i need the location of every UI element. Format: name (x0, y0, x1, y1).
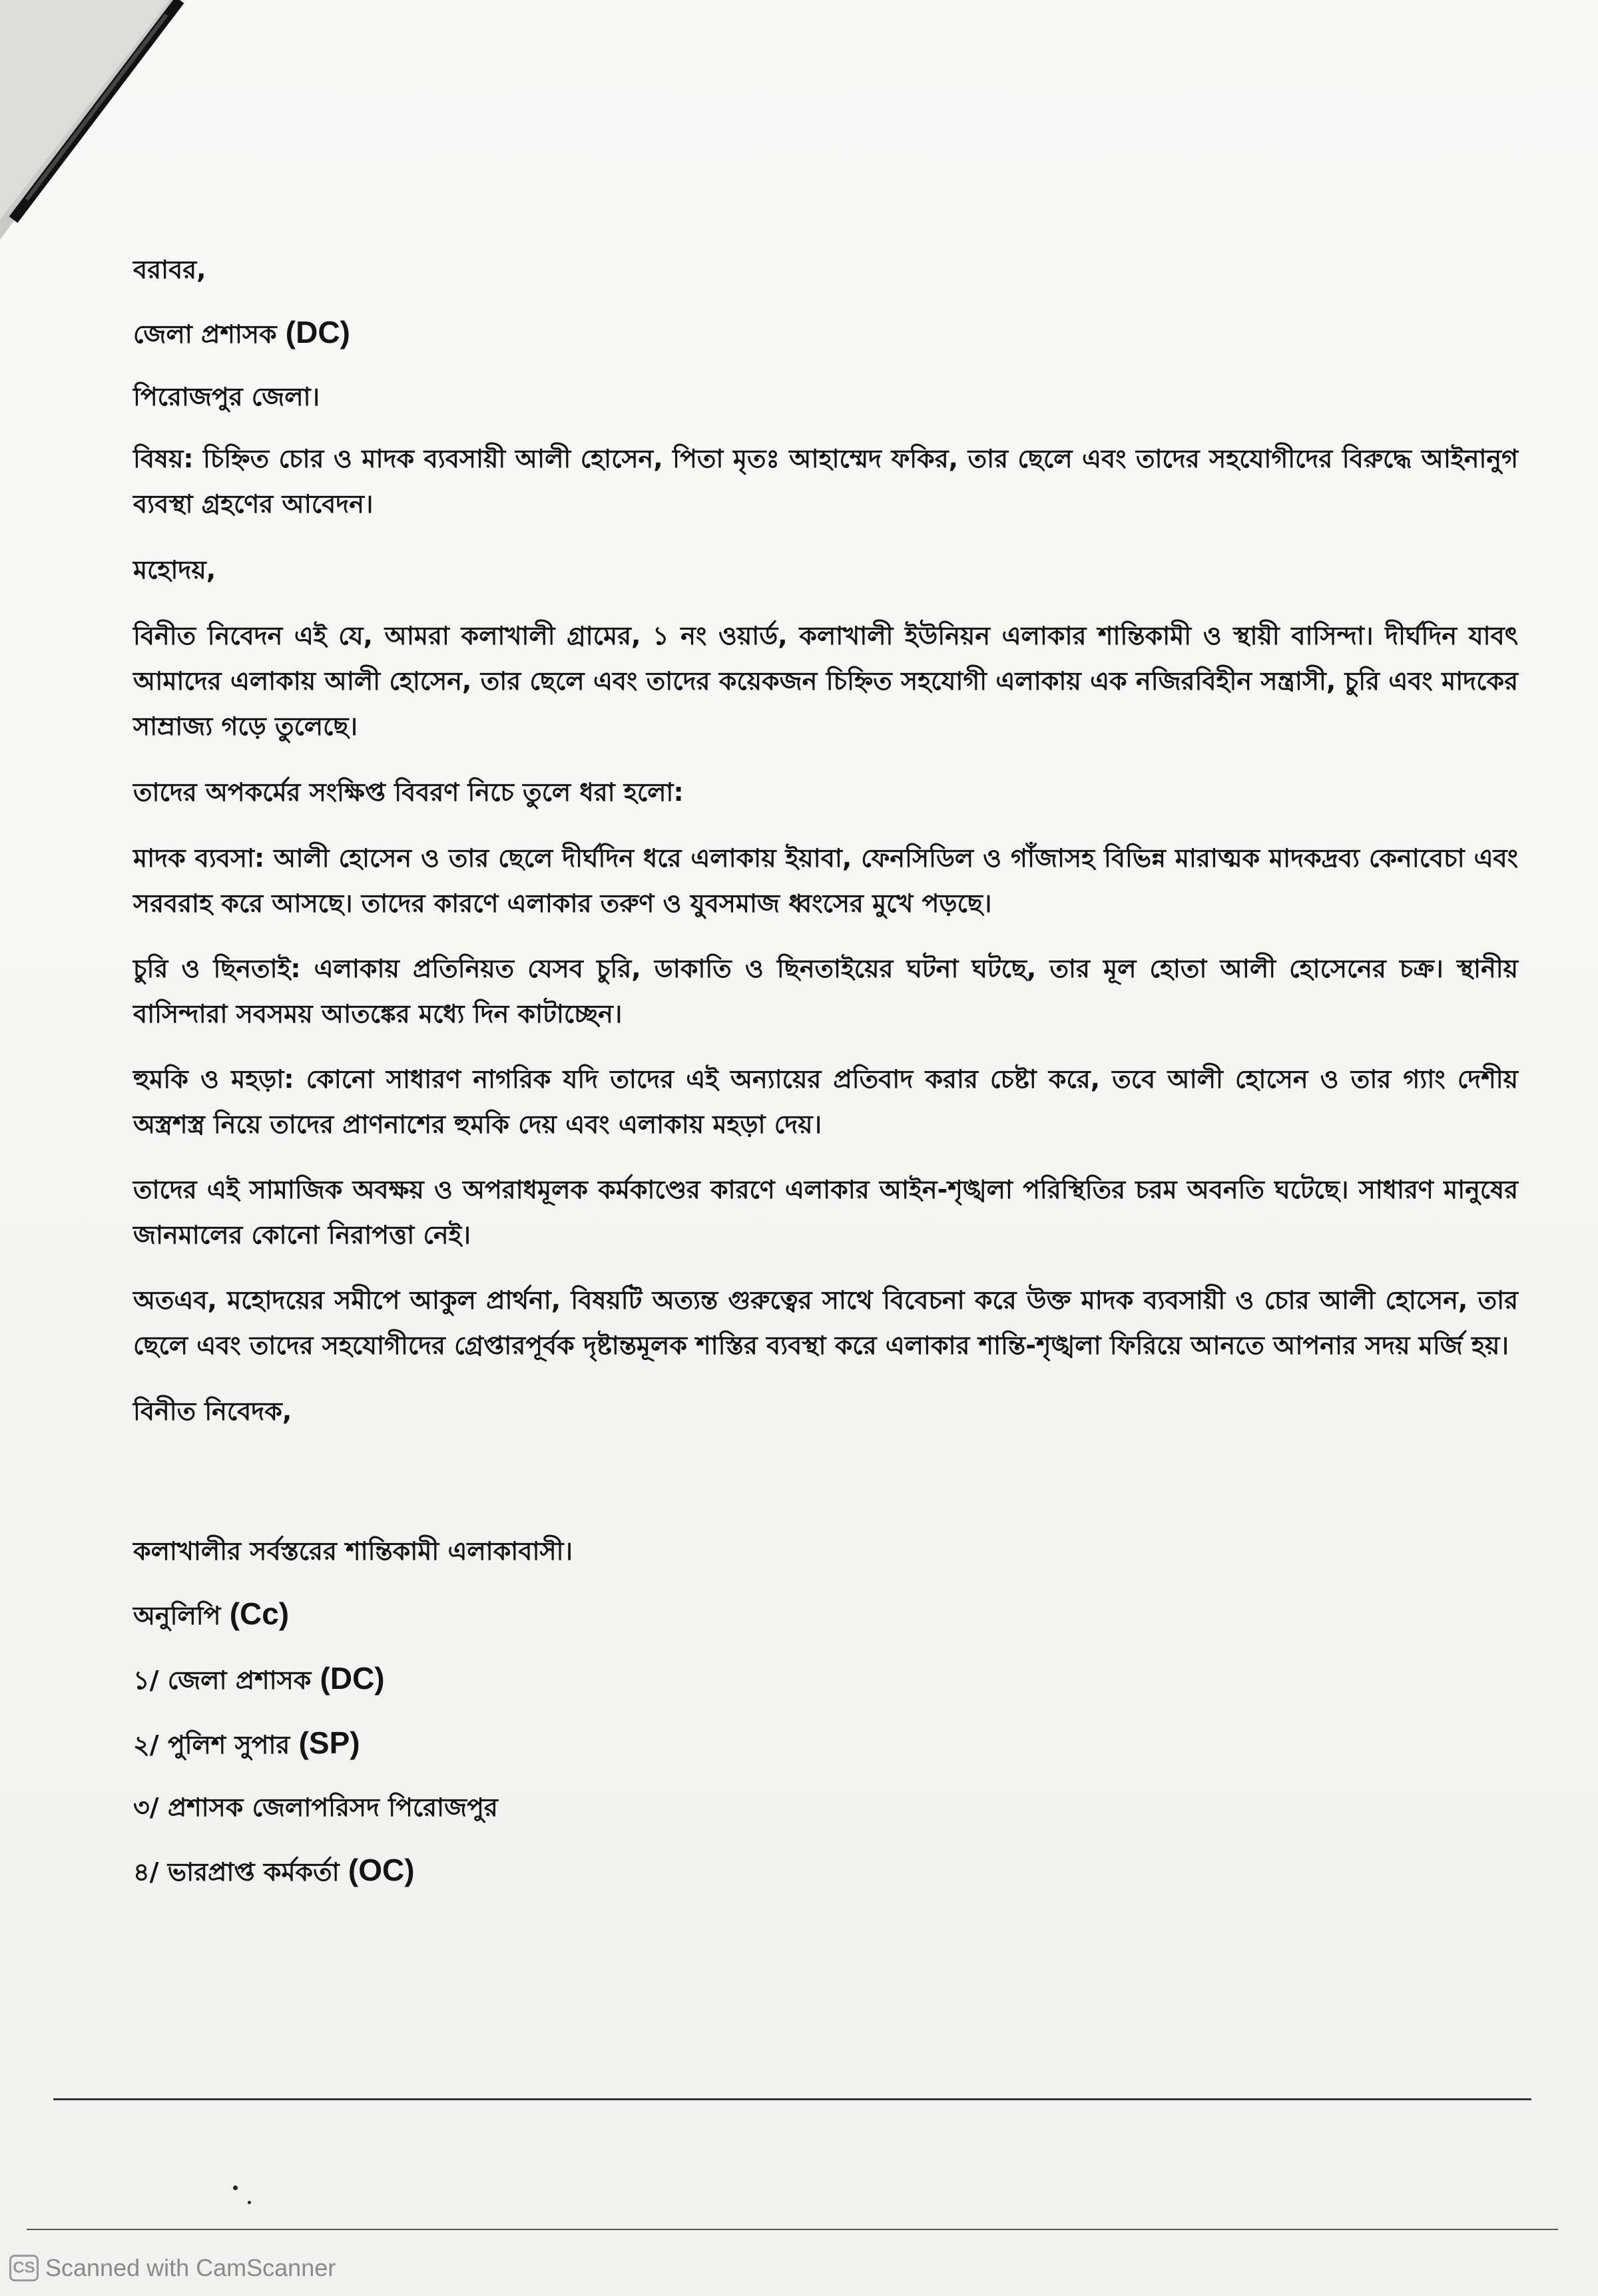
recipient-line (133, 309, 1518, 357)
folded-corner (0, 0, 280, 280)
cc-item-text: ১/ জেলা প্রশাসক (133, 1666, 312, 1695)
closing: বিনীত নিবেদক, (133, 1397, 292, 1426)
cc-item-text: ২/ পুলিশ সুপার (133, 1730, 290, 1759)
cc-abbr: (Cc) (229, 1596, 290, 1631)
threats-paragraph: হুমকি ও মহড়া: কোনো সাধারণ নাগরিক যদি তাদের এই অন্যায়ের প্রতিবাদ করার চেষ্টা করে, তবে আলী হোসেন ও তার গ্যাং দেশীয় অস্ত্রশস্ত্র নিয়ে তাদের প্রাণনাশের হুমকি দেয় এবং এলাকায় মহড়া দেয়। (133, 1064, 1518, 1139)
scan-speck (233, 2185, 238, 2190)
cc-item (133, 1847, 1518, 1895)
cc-heading (133, 1590, 1518, 1639)
camscanner-watermark (9, 2251, 336, 2285)
page-edge-line (27, 2229, 1558, 2230)
cc-item-abbr: (DC) (320, 1661, 385, 1696)
greeting: মহোদয়, (133, 555, 216, 584)
cc-item (133, 1655, 1518, 1704)
cc-label: অনুলিপি (133, 1601, 221, 1630)
recipient: জেলা প্রশাসক (133, 320, 277, 349)
summary-intro: তাদের অপকর্মের সংক্ষিপ্ত বিবরণ নিচে তুলে ধরা হলো: (133, 778, 684, 807)
salutation-to: বরাবর, (133, 255, 206, 284)
cc-item-abbr: (SP) (298, 1725, 360, 1760)
cc-item (133, 1784, 1518, 1831)
camscanner-text: Scanned with CamScanner (45, 2254, 336, 2281)
cc-item-abbr: (OC) (348, 1853, 415, 1887)
recipient-abbr: (DC) (285, 315, 350, 349)
scan-speck (248, 2201, 251, 2204)
intro-paragraph: বিনীত নিবেদন এই যে, আমরা কলাখালী গ্রামের, ১ নং ওয়ার্ড, কলাখালী ইউনিয়ন এলাকার শান্তিকামী ও স্থায়ী বাসিন্দা। দীর্ঘদিন যাবৎ আমাদের এলাকায় আলী হোসেন, তার ছেলে এবং তাদের কয়েকজন চিহ্নিত সহযোগী এলাকায় এক নজিরবিহীন সন্ত্রাসী, চুরি এবং মাদকের সাম্রাজ্য গড়ে তুলেছে। (133, 621, 1518, 741)
subject: বিষয়: চিহ্নিত চোর ও মাদক ব্যবসায়ী আলী হোসেন, পিতা মৃতঃ আহাম্মেদ ফকির, তার ছেলে এবং তাদের সহযোগীদের বিরুদ্ধে আইনানুগ ব্যবস্থা গ্রহণের আবেদন। (133, 444, 1518, 519)
signatories: কলাখালীর সর্বস্তরের শান্তিকামী এলাকাবাসী। (133, 1536, 573, 1566)
consequence-paragraph: তাদের এই সামাজিক অবক্ষয় ও অপরাধমূলক কর্মকাণ্ডের কারণে এলাকার আইন-শৃঙ্খলা পরিস্থিতির চরম অবনতি ঘটেছে। সাধারণ মানুষের জানমালের কোনো নিরাপত্তা নেই। (133, 1175, 1518, 1250)
page-bottom-rule (53, 2098, 1531, 2100)
letter-body (133, 246, 1518, 1895)
cc-item-text: ৩/ প্রশাসক জেলাপরিসদ পিরোজপুর (133, 1793, 498, 1822)
district: পিরোজপুর জেলা। (133, 382, 320, 411)
cc-item-text: ৪/ ভারপ্রাপ্ত কর্মকর্তা (133, 1857, 340, 1887)
request-paragraph: অতএব, মহোদয়ের সমীপে আকুল প্রার্থনা, বিষয়টি অত্যন্ত গুরুত্বের সাথে বিবেচনা করে উক্ত মাদক ব্যবসায়ী ও চোর আলী হোসেন, তার ছেলে এবং তাদের সহযোগীদের গ্রেপ্তারপূর্বক দৃষ্টান্তমূলক শাস্তির ব্যবস্থা করে এলাকার শান্তি-শৃঙ্খলা ফিরিয়ে আনতে আপনার সদয় মর্জি হয়। (133, 1285, 1518, 1360)
camscanner-logo-icon: CS (9, 2255, 39, 2281)
theft-paragraph: চুরি ও ছিনতাই: এলাকায় প্রতিনিয়ত যেসব চুরি, ডাকাতি ও ছিনতাইয়ের ঘটনা ঘটছে, তার মূল হোতা আলী হোসেনের চক্র। স্থানীয় বাসিন্দারা সবসময় আতঙ্কের মধ্যে দিন কাটাচ্ছেন। (133, 954, 1518, 1029)
drugs-paragraph: মাদক ব্যবসা: আলী হোসেন ও তার ছেলে দীর্ঘদিন ধরে এলাকায় ইয়াবা, ফেনসিডিল ও গাঁজাসহ বিভিন্ন মারাত্মক মাদকদ্রব্য কেনাবেচা এবং সরবরাহ করে আসছে। তাদের কারণে এলাকার তরুণ ও যুবসমাজ ধ্বংসের মুখে পড়ছে। (133, 843, 1518, 918)
cc-item (133, 1720, 1518, 1768)
